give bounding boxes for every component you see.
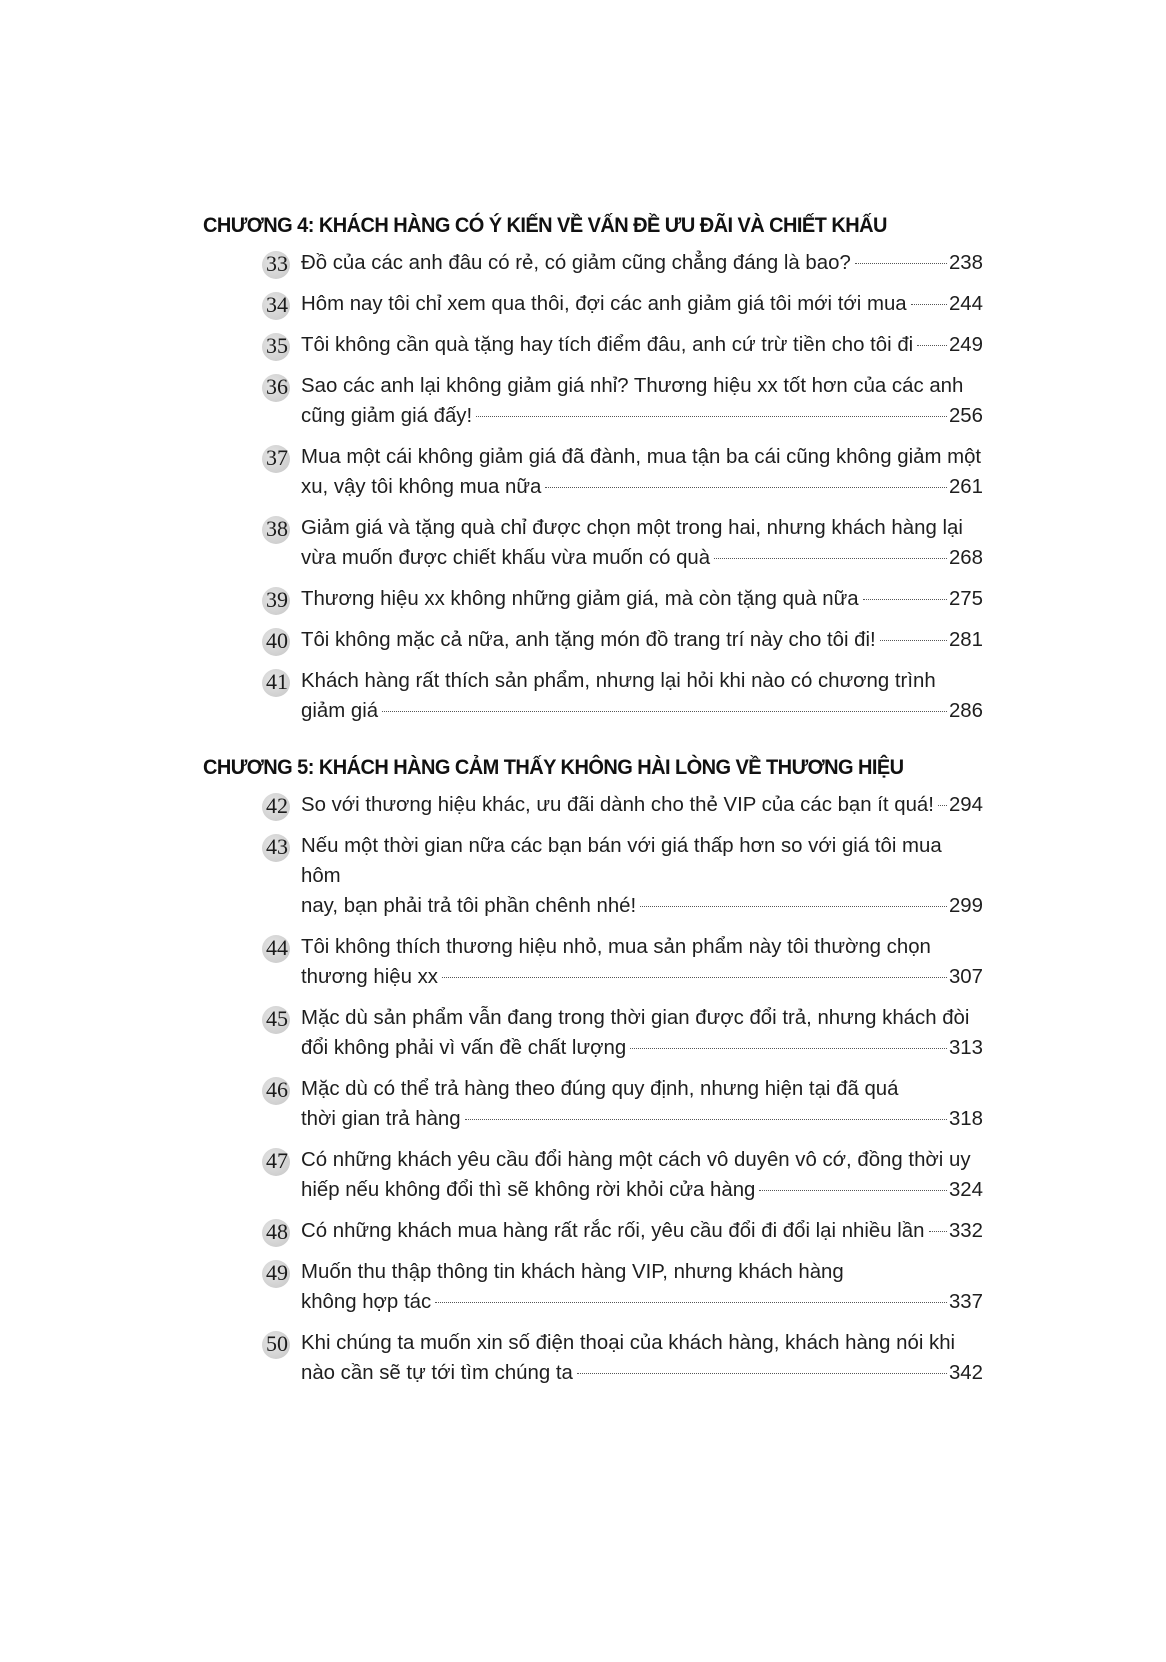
entry-line	[301, 543, 983, 573]
entry-title-text: Khi chúng ta muốn xin số điện thoại của khách hàng, khách hàng nói khi	[301, 1332, 956, 1354]
entry-number-badge: 45	[258, 1004, 296, 1034]
dot-leader	[917, 345, 947, 346]
toc-entry[interactable]	[203, 1216, 983, 1246]
entry-number-badge: 37	[258, 443, 296, 473]
entry-number-badge: 41	[258, 667, 296, 697]
page-number: 318	[948, 1108, 983, 1130]
dot-leader	[465, 1119, 947, 1120]
entry-line	[301, 891, 983, 921]
entry-title-text: hiếp nếu không đổi thì sẽ không rời khỏi cửa hàng	[301, 1179, 756, 1201]
entry-line	[301, 1287, 983, 1317]
entry-number-badge: 35	[258, 331, 296, 361]
entry-line	[301, 401, 983, 431]
toc-entry[interactable]	[203, 1328, 983, 1388]
page-number: 268	[948, 547, 983, 569]
entry-title-text: thời gian trả hàng	[301, 1108, 461, 1130]
entry-title-text: nào cần sẽ tự tới tìm chúng ta	[301, 1362, 573, 1384]
entry-line	[301, 513, 983, 543]
dot-leader	[714, 558, 947, 559]
entry-title-text: Có những khách mua hàng rất rắc rối, yêu cầu đổi đi đổi lại nhiều lần	[301, 1220, 925, 1242]
entry-title-text: Mặc dù có thể trả hàng theo đúng quy định, nhưng hiện tại đã quá	[301, 1078, 899, 1100]
toc-entry[interactable]	[203, 289, 983, 319]
toc-entry[interactable]	[203, 1074, 983, 1134]
entry-title-text: Thương hiệu xx không những giảm giá, mà còn tặng quà nữa	[301, 588, 859, 610]
dot-leader	[640, 906, 947, 907]
entry-line	[301, 1074, 983, 1104]
dot-leader	[442, 977, 947, 978]
page-number: 324	[948, 1179, 983, 1201]
entry-title-text: Muốn thu thập thông tin khách hàng VIP, nhưng khách hàng	[301, 1261, 844, 1283]
toc-entry[interactable]	[203, 831, 983, 921]
toc-entry[interactable]	[203, 330, 983, 360]
entry-line	[301, 371, 983, 401]
toc-entry[interactable]	[203, 442, 983, 502]
chapter-section	[203, 752, 983, 1388]
page-number: 261	[948, 476, 983, 498]
entry-title-text: nay, bạn phải trả tôi phần chênh nhé!	[301, 895, 637, 917]
entry-title-text: Khách hàng rất thích sản phẩm, nhưng lại hỏi khi nào có chương trình	[301, 670, 936, 692]
page-number: 337	[948, 1291, 983, 1313]
entry-line	[301, 1033, 983, 1063]
entry-line	[301, 1145, 983, 1175]
entry-title-text: không hợp tác	[301, 1291, 432, 1313]
entry-line	[301, 1216, 983, 1246]
page-number: 294	[948, 794, 983, 816]
entry-number-badge: 39	[258, 585, 296, 615]
toc-entry[interactable]	[203, 790, 983, 820]
dot-leader	[577, 1373, 947, 1374]
entry-title-text: xu, vậy tôi không mua nữa	[301, 476, 542, 498]
table-of-contents	[203, 210, 983, 1414]
page-number: 299	[948, 895, 983, 917]
entry-line	[301, 962, 983, 992]
chapter-section	[203, 210, 983, 726]
dot-leader	[938, 805, 947, 806]
entry-line	[301, 1257, 983, 1287]
entry-number-badge: 40	[258, 626, 296, 656]
entry-line	[301, 472, 983, 502]
entry-title-text: Đồ của các anh đâu có rẻ, có giảm cũng chẳng đáng là bao?	[301, 252, 851, 274]
entry-line	[301, 666, 983, 696]
toc-entry[interactable]	[203, 932, 983, 992]
entry-line	[301, 831, 983, 891]
page-number: 244	[948, 293, 983, 315]
entry-title-text: đổi không phải vì vấn đề chất lượng	[301, 1037, 627, 1059]
entry-line	[301, 1104, 983, 1134]
toc-entry[interactable]	[203, 1257, 983, 1317]
entry-title-text: Tôi không thích thương hiệu nhỏ, mua sản phẩm này tôi thường chọn	[301, 936, 931, 958]
entry-title-text: Nếu một thời gian nữa các bạn bán với giá thấp hơn so với giá tôi mua hôm	[301, 835, 942, 887]
dot-leader	[929, 1231, 947, 1232]
entry-line	[301, 289, 983, 319]
entry-line	[301, 584, 983, 614]
entry-title-text: Giảm giá và tặng quà chỉ được chọn một trong hai, nhưng khách hàng lại	[301, 517, 963, 539]
entry-title-text: So với thương hiệu khác, ưu đãi dành cho thẻ VIP của các bạn ít quá!	[301, 794, 934, 816]
entry-title-text: cũng giảm giá đấy!	[301, 405, 473, 427]
dot-leader	[382, 711, 947, 712]
entry-line	[301, 1328, 983, 1358]
dot-leader	[759, 1190, 947, 1191]
entry-title-text: giảm giá	[301, 700, 379, 722]
entry-title-text: Có những khách yêu cầu đổi hàng một cách vô duyên vô cớ, đồng thời uy	[301, 1149, 971, 1171]
entry-number-badge: 36	[258, 372, 296, 402]
entry-number-badge: 43	[258, 832, 296, 862]
toc-entry[interactable]	[203, 248, 983, 278]
page-number: 281	[948, 629, 983, 651]
entry-number-badge: 49	[258, 1258, 296, 1288]
entry-line	[301, 790, 983, 820]
entry-line	[301, 248, 983, 278]
page-number: 275	[948, 588, 983, 610]
dot-leader	[880, 640, 947, 641]
entry-line	[301, 696, 983, 726]
entry-number-badge: 42	[258, 791, 296, 821]
entry-line	[301, 442, 983, 472]
dot-leader	[630, 1048, 947, 1049]
page-number: 313	[948, 1037, 983, 1059]
dot-leader	[855, 263, 947, 264]
page-number: 238	[948, 252, 983, 274]
toc-entry[interactable]	[203, 513, 983, 573]
entry-title-text: Tôi không cần quà tặng hay tích điểm đâu, anh cứ trừ tiền cho tôi đi	[301, 334, 914, 356]
entry-title-text: vừa muốn được chiết khấu vừa muốn có quà	[301, 547, 711, 569]
entry-number-badge: 50	[258, 1329, 296, 1359]
dot-leader	[545, 487, 947, 488]
toc-entry[interactable]	[203, 1003, 983, 1063]
page-number: 307	[948, 966, 983, 988]
page-number: 342	[948, 1362, 983, 1384]
entry-title-text: thương hiệu xx	[301, 966, 438, 988]
entry-number-badge: 48	[258, 1217, 296, 1247]
entry-number-badge: 38	[258, 514, 296, 544]
page-number: 256	[948, 405, 983, 427]
entry-line	[301, 1358, 983, 1388]
entry-line	[301, 1003, 983, 1033]
entry-title-text: Hôm nay tôi chỉ xem qua thôi, đợi các anh giảm giá tôi mới tới mua	[301, 293, 907, 315]
page-number: 286	[948, 700, 983, 722]
dot-leader	[476, 416, 947, 417]
toc-entry[interactable]	[203, 666, 983, 726]
toc-entry[interactable]	[203, 584, 983, 614]
entry-line	[301, 1175, 983, 1205]
entry-number-badge: 44	[258, 933, 296, 963]
entry-number-badge: 46	[258, 1075, 296, 1105]
toc-entry[interactable]	[203, 1145, 983, 1205]
entry-number-badge: 33	[258, 249, 296, 279]
entry-line	[301, 932, 983, 962]
entry-number-badge: 34	[258, 290, 296, 320]
entry-line	[301, 625, 983, 655]
page-number: 249	[948, 334, 983, 356]
toc-entry[interactable]	[203, 371, 983, 431]
dot-leader	[435, 1302, 947, 1303]
entry-line	[301, 330, 983, 360]
page-number: 332	[948, 1220, 983, 1242]
entry-title-text: Mua một cái không giảm giá đã đành, mua tận ba cái cũng không giảm một	[301, 446, 982, 468]
entry-title-text: Mặc dù sản phẩm vẫn đang trong thời gian được đổi trả, nhưng khách đòi	[301, 1007, 970, 1029]
dot-leader	[911, 304, 947, 305]
entry-title-text: Sao các anh lại không giảm giá nhỉ? Thương hiệu xx tốt hơn của các anh	[301, 375, 964, 397]
dot-leader	[863, 599, 947, 600]
chapter-title: CHƯƠNG 5: KHÁCH HÀNG CẢM THẤY KHÔNG HÀI LÒNG VỀ THƯƠNG HIỆU	[203, 755, 904, 779]
toc-entry[interactable]	[203, 625, 983, 655]
entry-title-text: Tôi không mặc cả nữa, anh tặng món đồ trang trí này cho tôi đi!	[301, 629, 876, 651]
entry-number-badge: 47	[258, 1146, 296, 1176]
chapter-title: CHƯƠNG 4: KHÁCH HÀNG CÓ Ý KIẾN VỀ VẤN ĐỀ ƯU ĐÃI VÀ CHIẾT KHẤU	[203, 213, 887, 237]
